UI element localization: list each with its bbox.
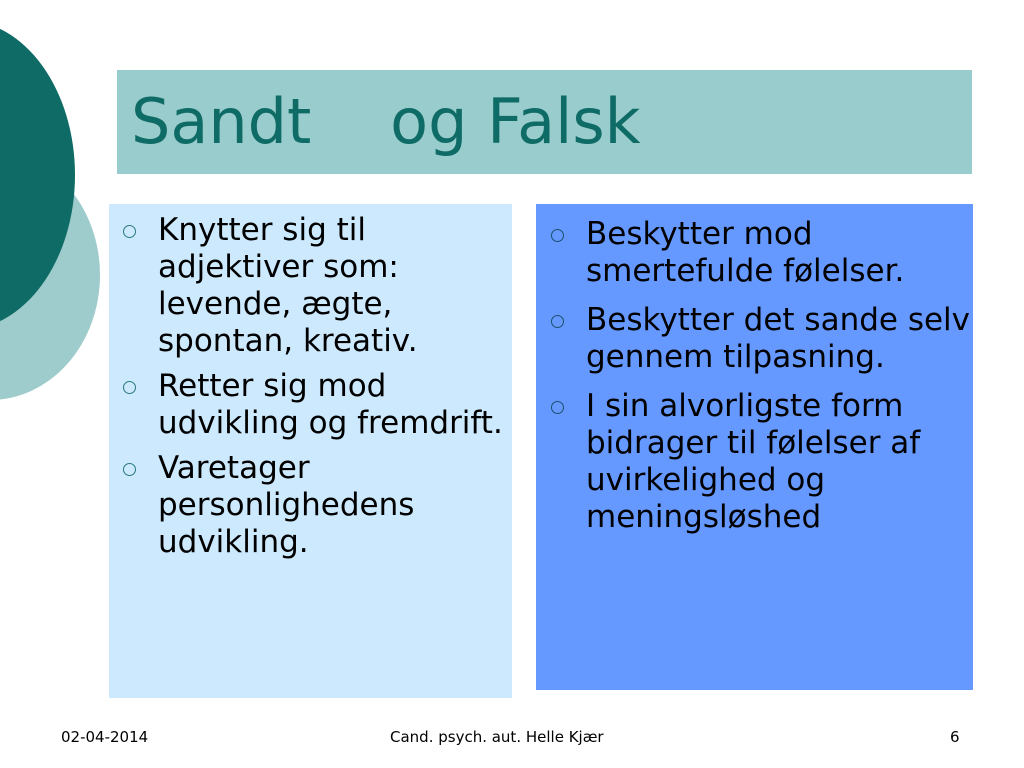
hollow-circle-bullet-icon — [551, 401, 564, 414]
right-column-box — [536, 204, 973, 690]
title-bar — [117, 70, 972, 174]
list-item — [536, 388, 973, 536]
footer-date: 02-04-2014 — [61, 728, 149, 746]
hollow-circle-bullet-icon — [123, 381, 136, 394]
list-item-text: Retter sig mod udvikling og fremdrift. — [158, 368, 503, 441]
hollow-circle-bullet-icon — [551, 229, 564, 242]
list-item — [109, 368, 512, 442]
list-item — [536, 216, 973, 290]
left-column-box — [109, 204, 512, 698]
list-item-text: Beskytter mod smertefulde følelser. — [586, 216, 905, 289]
right-bullet-list — [536, 204, 973, 536]
hollow-circle-bullet-icon — [123, 463, 136, 476]
list-item-text: Knytter sig til adjektiver som: levende, ægte, spontan, kreativ. — [158, 212, 418, 359]
list-item-text: Beskytter det sande selv gennem tilpasning. — [586, 302, 971, 375]
list-item-text: I sin alvorligste form bidrager til følelser af uvirkelighed og meningsløshed — [586, 388, 921, 535]
list-item — [109, 212, 512, 360]
footer-author: Cand. psych. aut. Helle Kjær — [390, 728, 604, 746]
list-item-text: Varetager personlighedens udvikling. — [158, 450, 415, 560]
hollow-circle-bullet-icon — [551, 315, 564, 328]
list-item — [536, 302, 973, 376]
hollow-circle-bullet-icon — [123, 225, 136, 238]
left-bullet-list — [109, 204, 512, 561]
slide-title: Sandt og Falsk — [131, 85, 641, 158]
list-item — [109, 450, 512, 561]
footer-page-number: 6 — [950, 728, 960, 746]
